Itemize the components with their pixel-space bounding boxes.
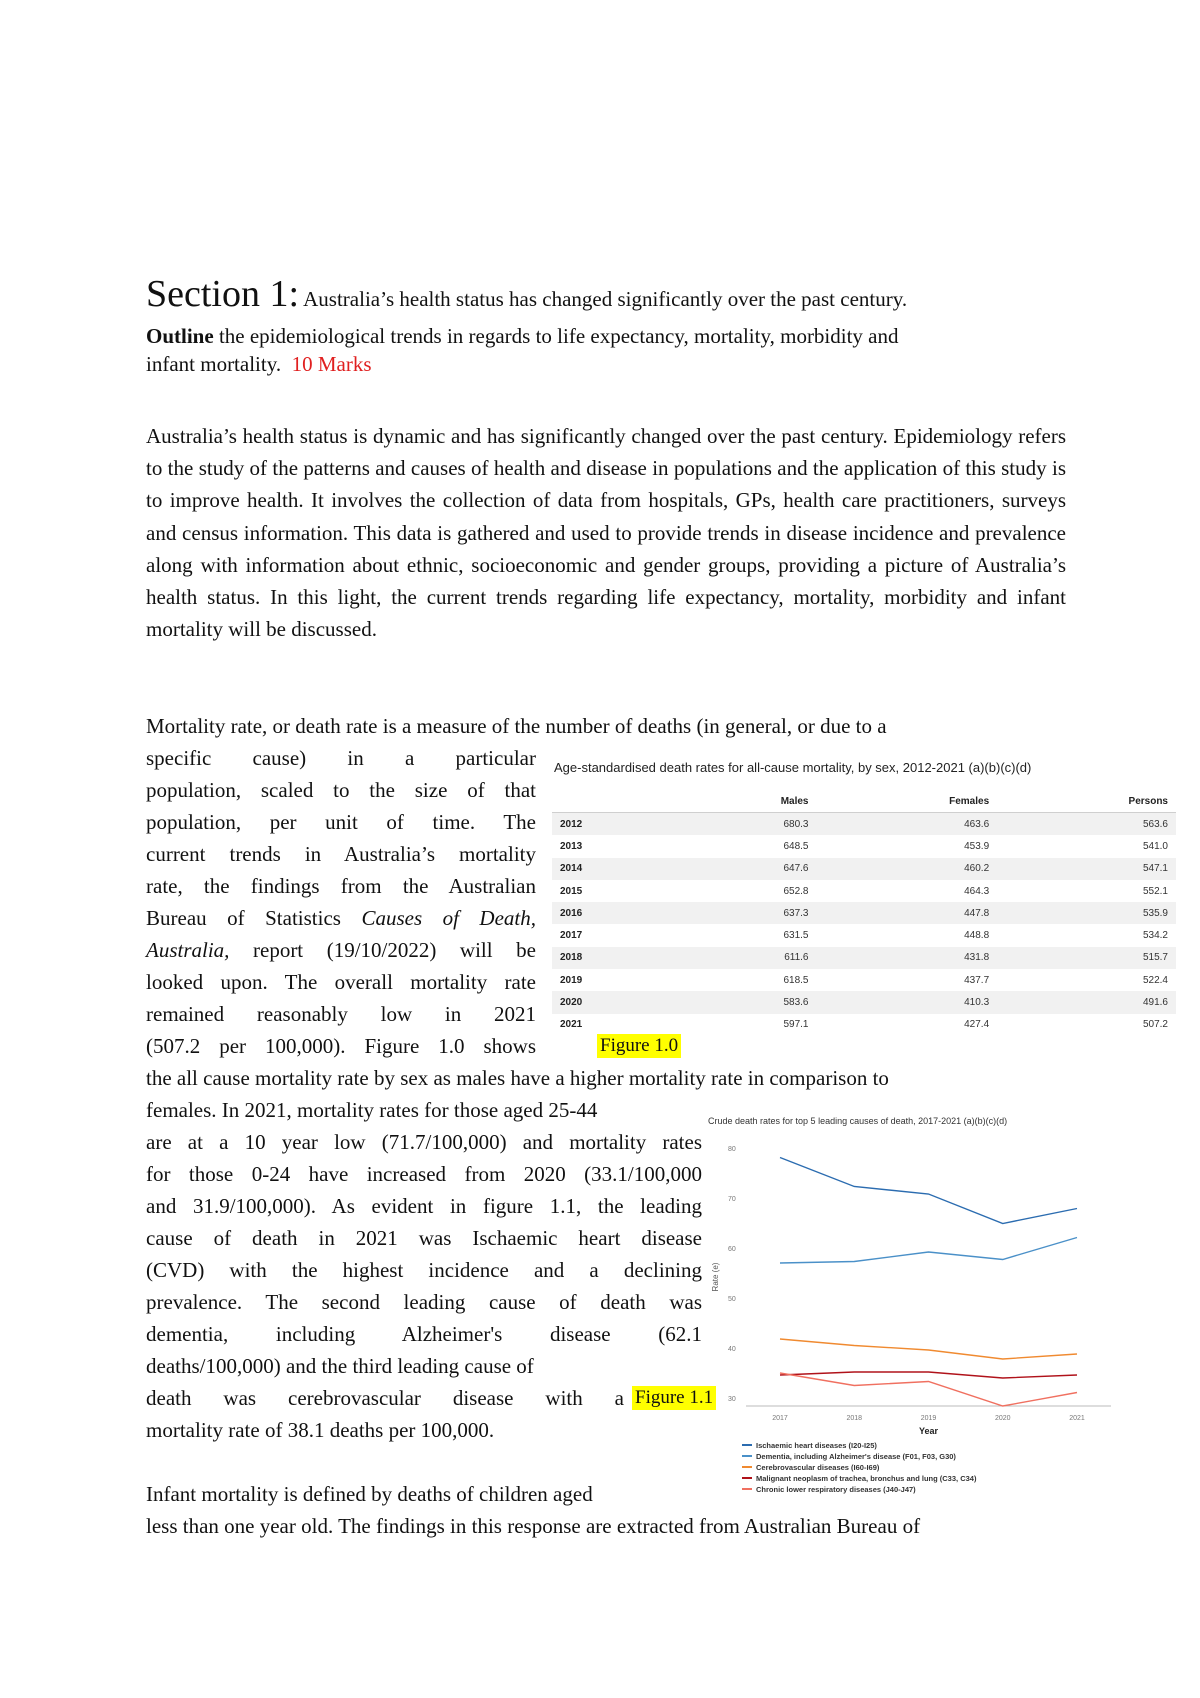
x-tick-label: 2020	[994, 1415, 1011, 1422]
table-row	[552, 902, 1176, 924]
table-value-cell: 637.3	[675, 902, 816, 924]
table-row	[552, 880, 1176, 902]
table-year-cell: 2012	[552, 813, 675, 836]
mortality-line-9: looked upon. The overall mortality rate	[146, 970, 536, 994]
section-label: Section 1:	[146, 273, 300, 315]
series-line	[780, 1158, 1077, 1224]
y-tick-label: 60	[728, 1246, 736, 1253]
table-row	[552, 858, 1176, 880]
table-row	[552, 835, 1176, 857]
table-value-cell: 541.0	[1142, 840, 1168, 852]
x-tick-label: 2021	[1069, 1415, 1085, 1422]
question-line-1	[146, 324, 1076, 349]
table-value-cell: 464.3	[964, 885, 990, 897]
death-rate-table	[552, 790, 1176, 1036]
mortality-line-13: females. In 2021, mortality rates for those aged 25-44	[146, 1098, 598, 1122]
table-value-cell: 563.6	[997, 813, 1176, 836]
table-value-cell: 507.2	[1142, 1019, 1168, 1031]
table-header-row	[552, 790, 1176, 813]
table-year-cell: 2014	[552, 858, 675, 880]
y-tick-label: 80	[728, 1146, 736, 1153]
table-row	[552, 813, 1176, 836]
mortality-line-15: for those 0-24 have increased from 2020 (33.1/100,000	[146, 1162, 702, 1186]
mortality-line-4: population, per unit of time. The	[146, 810, 536, 834]
table-value-cell: 552.1	[1142, 885, 1168, 897]
table-value-cell: 648.5	[783, 840, 809, 852]
x-tick-label: 2019	[920, 1415, 937, 1422]
mortality-line-23: mortality rate of 38.1 deaths per 100,000.	[146, 1418, 495, 1442]
table-value-cell: 410.3	[817, 991, 998, 1013]
table-value-cell: 652.8	[783, 885, 809, 897]
report-title-italic-2: Australia,	[146, 938, 230, 962]
table-year-cell: 2018	[552, 947, 675, 969]
table-row	[552, 924, 1176, 946]
mortality-line-16: and 31.9/100,000). As evident in figure 1.1, the leading	[146, 1194, 702, 1218]
legend-entry: Malignant neoplasm of trachea, bronchus and lung (C33, C34)	[756, 1474, 977, 1483]
report-title-italic: Causes of Death,	[361, 906, 536, 930]
question-text: the epidemiological trends in regards to life expectancy, mortality, morbidity and	[213, 324, 899, 348]
series-line	[780, 1238, 1077, 1264]
mortality-line-10: remained reasonably low in 2021	[146, 1002, 536, 1026]
table-value-cell: 631.5	[783, 930, 809, 942]
table-value-cell: 515.7	[997, 947, 1176, 969]
y-axis-label: Rate (e)	[711, 1262, 720, 1292]
mortality-line-17: cause of death in 2021 was Ischaemic heart disease	[146, 1226, 702, 1250]
line7-text: Bureau of Statistics	[146, 906, 362, 930]
table-year-cell: 2015	[560, 885, 583, 897]
y-tick-label: 40	[728, 1346, 736, 1353]
series-line	[780, 1373, 1077, 1406]
question-text-2: infant mortality.	[146, 352, 282, 376]
x-axis-label: Year	[918, 1426, 939, 1436]
chart-title: Crude death rates for top 5 leading causes of death, 2017-2021 (a)(b)(c)(d)	[708, 1116, 1008, 1126]
series-line	[780, 1372, 1077, 1378]
table-header-cell	[552, 790, 675, 813]
mortality-line-12: the all cause mortality rate by sex as males have a higher mortality rate in comparison to	[146, 1066, 889, 1090]
mortality-line-6: rate, the findings from the Australian	[146, 874, 536, 898]
table-value-cell: 491.6	[997, 991, 1176, 1013]
table-year-cell: 2016	[552, 902, 675, 924]
legend-entry: Dementia, including Alzheimer's disease (F01, F03, G30)	[756, 1452, 956, 1461]
figure-1-1-label: Figure 1.1	[632, 1386, 716, 1410]
table-value-cell: 535.9	[997, 902, 1176, 924]
y-tick-label: 70	[728, 1196, 736, 1203]
table-value-cell: 547.1	[997, 858, 1176, 880]
mortality-line-14: are at a 10 year low (71.7/100,000) and mortality rates	[146, 1130, 702, 1154]
section-statement: Australia’s health status has changed significantly over the past century.	[299, 287, 908, 311]
question-line-2	[146, 352, 1076, 377]
table-year-cell: 2020	[552, 991, 675, 1013]
table-value-cell: 680.3	[675, 813, 816, 836]
table-header-cell: Females	[817, 790, 998, 813]
mortality-line-19: prevalence. The second leading cause of death was	[146, 1290, 702, 1314]
series-line	[780, 1339, 1077, 1359]
table-value-cell: 447.8	[817, 902, 998, 924]
infant-line-2: less than one year old. The findings in this response are extracted from Australian Bureau of	[146, 1514, 921, 1538]
leading-causes-chart	[706, 1112, 1126, 1542]
table-row	[552, 1014, 1176, 1036]
table-value-cell: 453.9	[964, 840, 990, 852]
table-value-cell: 583.6	[675, 991, 816, 1013]
death-rate-table-figure	[548, 752, 1178, 1052]
table-value-cell: 448.8	[964, 930, 990, 942]
table-row	[552, 947, 1176, 969]
x-tick-label: 2018	[846, 1415, 863, 1422]
y-tick-label: 30	[728, 1396, 736, 1403]
table-value-cell: 611.6	[675, 947, 816, 969]
table-year-cell: 2019	[560, 974, 583, 986]
leading-causes-chart-figure	[706, 1112, 1126, 1542]
marks-label: 10 Marks	[291, 352, 372, 376]
table-value-cell: 597.1	[783, 1019, 809, 1031]
mortality-line-21: deaths/100,000) and the third leading cause of	[146, 1354, 534, 1378]
section-heading	[146, 272, 1076, 316]
mortality-line-5: current trends in Australia’s mortality	[146, 842, 536, 866]
table-value-cell: 534.2	[1142, 930, 1168, 942]
table-value-cell: 427.4	[964, 1019, 990, 1031]
outline-keyword: Outline	[146, 324, 214, 348]
mortality-line-22: death was cerebrovascular disease with a	[146, 1386, 624, 1410]
mortality-line-3: population, scaled to the size of that	[146, 778, 536, 802]
table-row	[552, 991, 1176, 1013]
mortality-line-18: (CVD) with the highest incidence and a declining	[146, 1258, 702, 1282]
infant-line-1: Infant mortality is defined by deaths of children aged	[146, 1482, 593, 1506]
paragraph-epidemiology: Australia’s health status is dynamic and has significantly changed over the past century. Epidemiology refers to the study of the patterns and causes of health and disease in populations and the application of this study is to improve health. It involves the collection of data from hospitals, GPs, health care practitioners, surveys and census information. This data is gathered and used to provide trends in disease incidence and prevalence along with information about ethnic, socioeconomic and gender groups, providing a picture of Australia’s health status. In this light, the current trends regarding life expectancy, mortality, morbidity and infant mortality will be discussed.	[146, 424, 1066, 642]
x-tick-label: 2017	[772, 1415, 788, 1422]
mortality-line-1: Mortality rate, or death rate is a measure of the number of deaths (in general, or due to a	[146, 714, 887, 738]
mortality-line-11: (507.2 per 100,000). Figure 1.0 shows	[146, 1034, 536, 1058]
legend-entry: Chronic lower respiratory diseases (J40-J47)	[756, 1485, 916, 1494]
table-header-cell: Persons	[997, 790, 1176, 813]
table-row	[552, 969, 1176, 991]
table-value-cell: 647.6	[675, 858, 816, 880]
table-year-cell: 2013	[560, 840, 583, 852]
table-title: Age-standardised death rates for all-cause mortality, by sex, 2012-2021 (a)(b)(c)(d)	[554, 760, 1032, 775]
figure-1-0-label: Figure 1.0	[597, 1034, 681, 1058]
table-value-cell: 522.4	[1142, 974, 1168, 986]
mortality-line-2: specific cause) in a particular	[146, 746, 536, 770]
table-year-cell: 2021	[560, 1019, 583, 1031]
mortality-line-8	[146, 934, 536, 966]
table-value-cell: 431.8	[817, 947, 998, 969]
line8-text: report (19/10/2022) will be	[229, 938, 536, 962]
legend-entry: Ischaemic heart diseases (I20-I25)	[756, 1441, 877, 1450]
y-tick-label: 50	[728, 1296, 736, 1303]
table-year-cell: 2017	[560, 930, 583, 942]
mortality-line-20: dementia, including Alzheimer's disease (62.1	[146, 1322, 702, 1346]
table-value-cell: 618.5	[783, 974, 809, 986]
table-value-cell: 463.6	[817, 813, 998, 836]
mortality-line-7	[146, 902, 536, 934]
table-value-cell: 460.2	[817, 858, 998, 880]
legend-entry: Cerebrovascular diseases (I60-I69)	[756, 1463, 880, 1472]
table-value-cell: 437.7	[964, 974, 990, 986]
table-header-cell: Males	[675, 790, 816, 813]
